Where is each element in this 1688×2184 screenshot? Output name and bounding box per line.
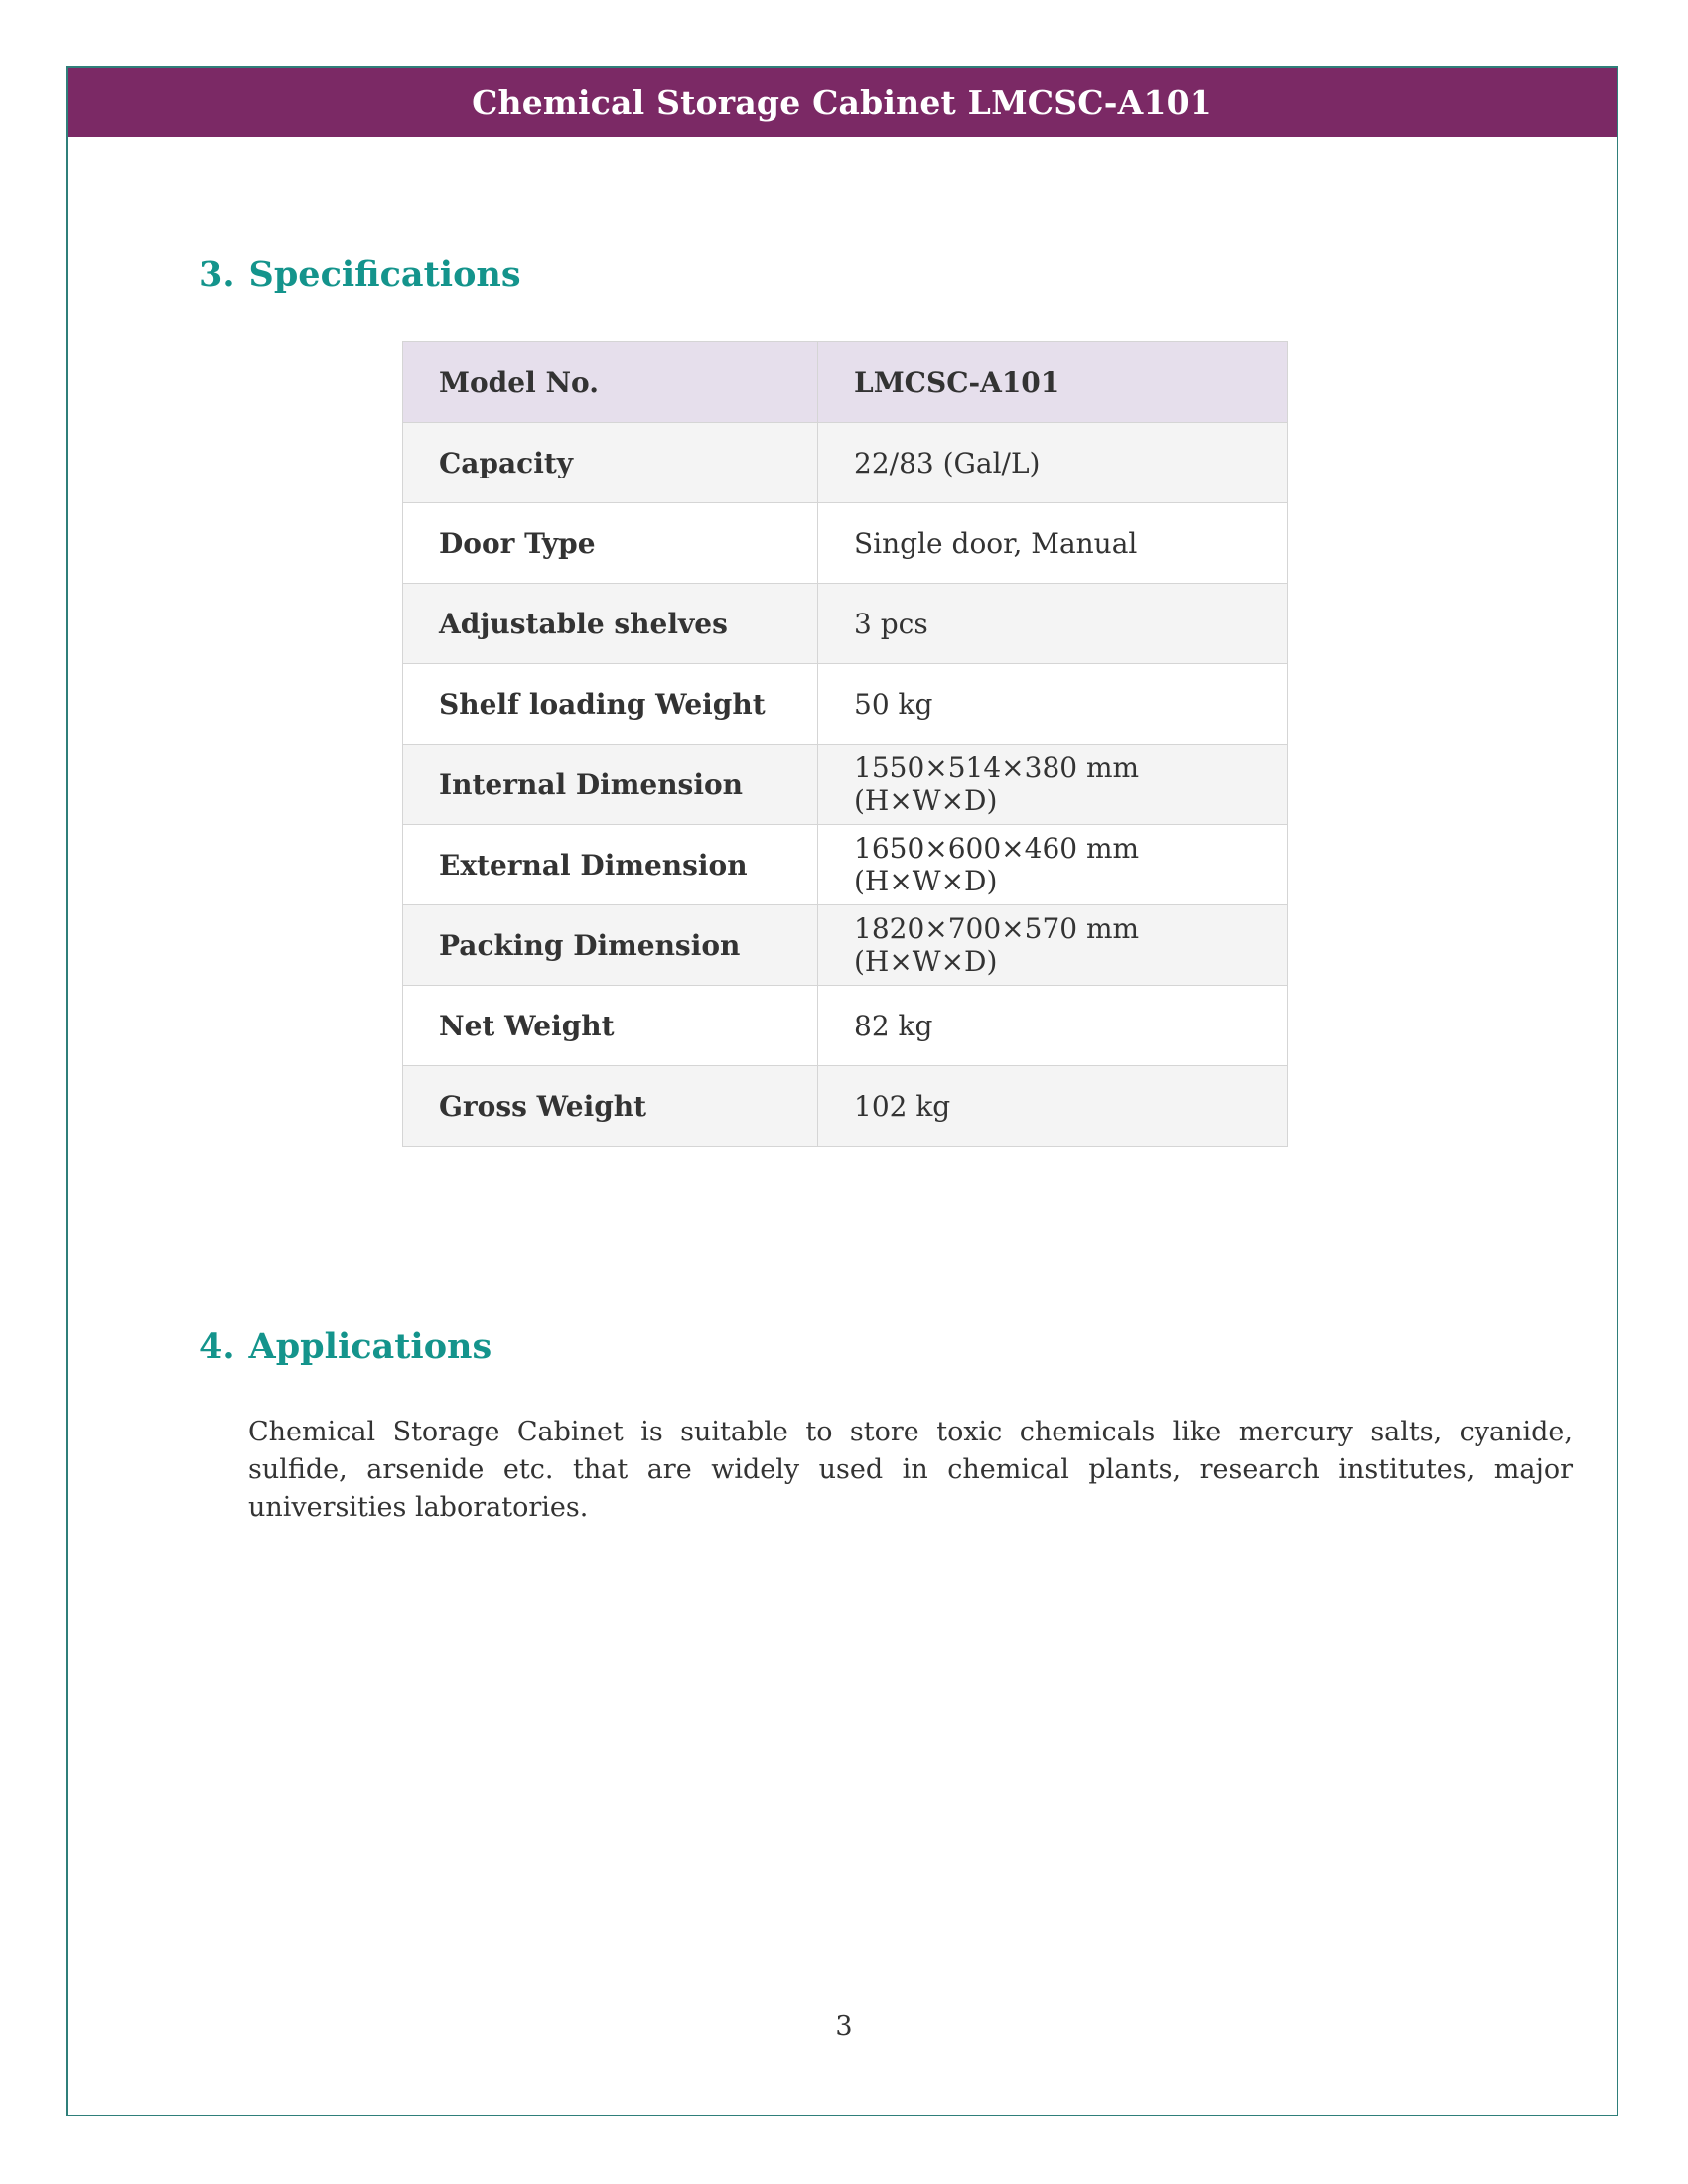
table-row [403, 584, 1288, 664]
spec-value: 22/83 (Gal/L) [818, 423, 1288, 503]
table-row [403, 905, 1288, 986]
spec-value: 50 kg [818, 664, 1288, 745]
applications-paragraph: Chemical Storage Cabinet is suitable to store toxic chemicals like mercury salts, cyanide, sulfide, arsenide etc. that are widely used in chemical plants, research institutes, major universities laboratories. [248, 1417, 1573, 1523]
spec-label: External Dimension [403, 825, 818, 905]
spec-label: Model No. [403, 342, 818, 423]
page-number: 3 [835, 2011, 853, 2042]
spec-label: Door Type [403, 503, 818, 584]
document-title: Chemical Storage Cabinet LMCSC-A101 [472, 82, 1212, 122]
document-header [68, 68, 1617, 137]
spec-label: Packing Dimension [403, 905, 818, 986]
spec-label: Adjustable shelves [403, 584, 818, 664]
specifications-number: 3. [199, 254, 235, 295]
spec-value: Single door, Manual [818, 503, 1288, 584]
spec-label: Capacity [403, 423, 818, 503]
specifications-title: Specifications [248, 254, 521, 295]
applications-heading [199, 1326, 492, 1367]
applications-title: Applications [248, 1326, 492, 1367]
table-row [403, 745, 1288, 825]
specifications-table [402, 341, 1288, 1147]
spec-label: Gross Weight [403, 1066, 818, 1147]
spec-value: 102 kg [818, 1066, 1288, 1147]
spec-value: 1650×600×460 mm (H×W×D) [818, 825, 1288, 905]
table-row [403, 1066, 1288, 1147]
applications-number: 4. [199, 1326, 235, 1367]
spec-value: LMCSC-A101 [818, 342, 1288, 423]
spec-label: Shelf loading Weight [403, 664, 818, 745]
table-row [403, 664, 1288, 745]
spec-label: Internal Dimension [403, 745, 818, 825]
table-row [403, 342, 1288, 423]
specifications-heading [199, 254, 521, 295]
table-row [403, 423, 1288, 503]
spec-value: 1820×700×570 mm (H×W×D) [818, 905, 1288, 986]
spec-value: 82 kg [818, 986, 1288, 1066]
table-row [403, 986, 1288, 1066]
spec-value: 1550×514×380 mm (H×W×D) [818, 745, 1288, 825]
table-row [403, 825, 1288, 905]
spec-value: 3 pcs [818, 584, 1288, 664]
table-row [403, 503, 1288, 584]
spec-label: Net Weight [403, 986, 818, 1066]
